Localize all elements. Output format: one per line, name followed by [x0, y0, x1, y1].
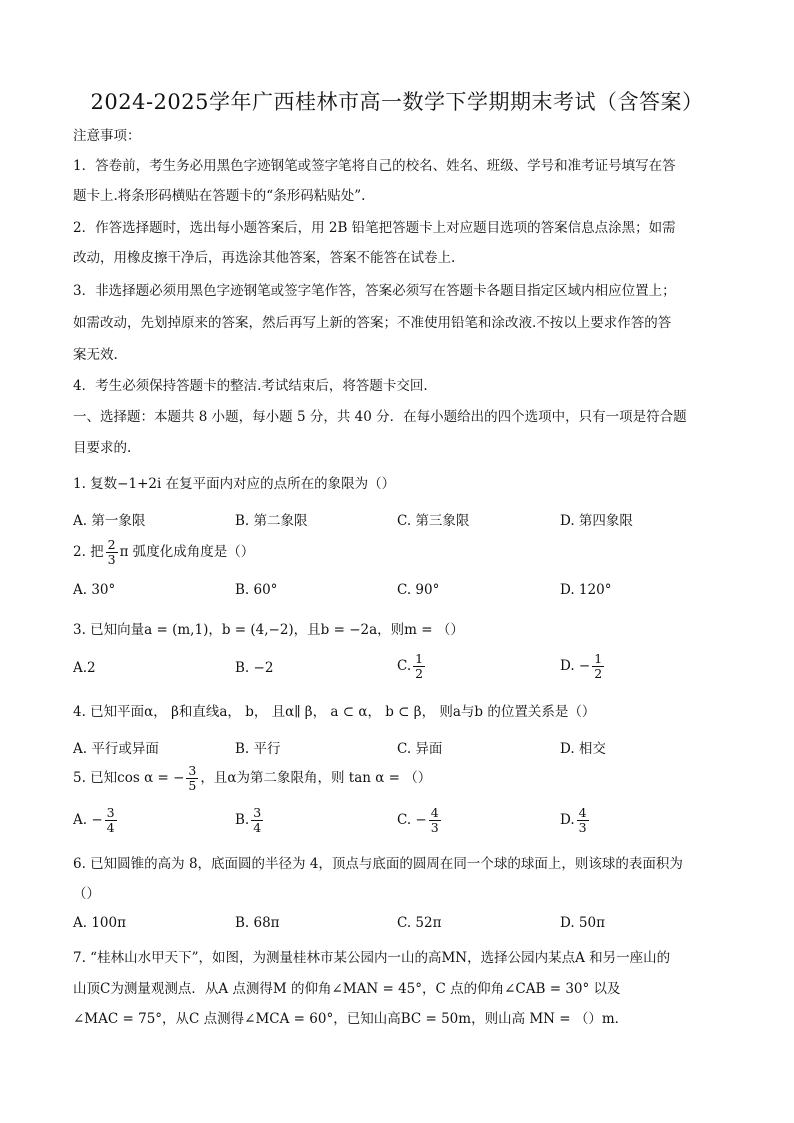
- notice-line: 1．答卷前，考生务必用黑色字迹钢笔或签字笔将自己的校名、姓名、班级、学号和准考证号填写在答: [73, 158, 676, 174]
- option-c: C. 90°: [397, 582, 440, 598]
- option-a: [73, 806, 119, 835]
- fraction: [251, 806, 263, 835]
- numerator: 2: [107, 537, 116, 552]
- option-b: B. −2: [235, 660, 274, 676]
- option-label: D.: [560, 812, 575, 828]
- option-b: [235, 806, 265, 835]
- fraction: [429, 806, 441, 835]
- option-label: C. −: [397, 812, 427, 828]
- stem-text: ，且α为第二象限角，则 tan α = （）: [200, 770, 432, 786]
- section-heading: 一、选择题：本题共 8 小题，每小题 5 分，共 40 分．在每小题给出的四个选项中，只有一项是符合题: [73, 409, 687, 425]
- numerator: 3: [253, 805, 262, 820]
- question-2-stem: [73, 538, 254, 567]
- denominator: 5: [188, 778, 197, 793]
- question-2-options: [73, 582, 773, 610]
- fraction: [592, 652, 604, 681]
- question-5-stem: [73, 764, 431, 793]
- question-1-stem: 1. 复数−1+2i 在复平面内对应的点所在的象限为（）: [73, 476, 396, 492]
- question-1-options: [73, 509, 773, 537]
- option-label: A. −: [73, 812, 103, 828]
- notice-line: 题卡上.将条形码横贴在答题卡的“条形码粘贴处”.: [73, 188, 366, 204]
- stem-text: π 弧度化成角度是（）: [119, 544, 255, 560]
- page-title: 2024-2025学年广西桂林市高一数学下学期期末考试（含答案）: [90, 90, 704, 114]
- section-heading-cont: 目要求的.: [73, 440, 132, 456]
- numerator: 1: [415, 651, 424, 666]
- numerator: 3: [188, 763, 197, 778]
- question-3-options: [73, 652, 773, 690]
- question-5-options: [73, 806, 773, 846]
- option-a: A. 第一象限: [73, 513, 146, 529]
- question-4-stem: 4. 已知平面α， β和直线a， b， 且α∥ β， a ⊂ α， b ⊂ β， 则a与b 的位置关系是（）: [73, 704, 596, 720]
- option-label: B.: [235, 812, 250, 828]
- option-b: B. 68π: [235, 915, 280, 931]
- option-d: D. 120°: [560, 582, 612, 598]
- option-b: B. 第二象限: [235, 513, 308, 529]
- notice-line: 改动，用橡皮擦干净后，再选涂其他答案，答案不能答在试卷上.: [73, 250, 456, 266]
- fraction: [105, 806, 117, 835]
- option-d: D. 相交: [560, 741, 606, 757]
- option-a: A. 100π: [73, 915, 126, 931]
- option-label: C.: [397, 658, 412, 674]
- notice-line: 3．非选择题必须用黑色字迹钢笔或签字笔作答，答案必须写在答题卡各题目指定区域内相应位置上；: [73, 283, 676, 299]
- notice-line: 2．作答选择题时，选出每小题答案后，用 2B 铅笔把答题卡上对应题目选项的答案信息点涂黑；如需: [73, 220, 676, 236]
- option-c: C. 52π: [397, 915, 442, 931]
- question-3-stem: 3. 已知向量a = (m,1)，b = (4,−2)，且b = −2a，则m = （）: [73, 622, 464, 638]
- option-b: B. 60°: [235, 582, 278, 598]
- numerator: 3: [106, 805, 115, 820]
- notice-line: 案无效.: [73, 347, 118, 363]
- fraction: [577, 806, 589, 835]
- denominator: 4: [253, 820, 262, 835]
- denominator: 4: [106, 820, 115, 835]
- option-a: A.2: [73, 660, 96, 676]
- option-d: [560, 806, 591, 835]
- option-d: D. 50π: [560, 915, 605, 931]
- stem-text: 5. 已知cos α = −: [73, 770, 185, 786]
- option-d: D. 第四象限: [560, 513, 633, 529]
- notice-line: 如需改动，先划掉原来的答案，然后再写上新的答案；不准使用铅笔和涂改液.不按以上要求作答的答: [73, 315, 672, 331]
- denominator: 3: [107, 552, 116, 567]
- denominator: 3: [430, 820, 439, 835]
- option-label: D. −: [560, 658, 591, 674]
- option-b: B. 平行: [235, 741, 281, 757]
- question-7-stem-cont: 山顶C为测量观测点．从A 点测得M 的仰角∠MAN = 45°，C 点的仰角∠CAB = 30° 以及: [73, 981, 621, 997]
- denominator: 3: [578, 820, 587, 835]
- option-c: [397, 806, 443, 835]
- option-c: C. 第三象限: [397, 513, 470, 529]
- notice-heading: 注意事项：: [73, 128, 141, 144]
- notice-line: 4．考生必须保持答题卡的整洁.考试结束后，将答题卡交回.: [73, 378, 428, 394]
- question-6-stem: 6. 已知圆锥的高为 8，底面圆的半径为 4，顶点与底面的圆周在同一个球的球面上，则该球的表面积为: [73, 856, 683, 872]
- denominator: 2: [594, 666, 603, 681]
- stem-text: 2. 把: [73, 544, 104, 560]
- question-4-options: [73, 737, 773, 765]
- question-7-stem: 7. “桂林山水甲天下”，如图，为测量桂林市某公园内一山的高MN，选择公园内某点A 和另一座山的: [73, 950, 671, 966]
- question-6-stem-cont: （）: [73, 886, 100, 902]
- question-7-stem-cont: ∠MAC = 75°，从C 点测得∠MCA = 60°，已知山高BC = 50m，则山高 MN = （）m．: [73, 1011, 629, 1027]
- denominator: 2: [415, 666, 424, 681]
- fraction: [106, 538, 118, 567]
- option-a: A. 平行或异面: [73, 741, 159, 757]
- numerator: 4: [578, 805, 587, 820]
- option-d: [560, 652, 606, 681]
- numerator: 1: [594, 651, 603, 666]
- question-6-options: [73, 915, 773, 943]
- option-c: [397, 652, 427, 681]
- numerator: 4: [430, 805, 439, 820]
- fraction: [413, 652, 425, 681]
- option-a: A. 30°: [73, 582, 116, 598]
- fraction: [186, 764, 198, 793]
- option-c: C. 异面: [397, 741, 443, 757]
